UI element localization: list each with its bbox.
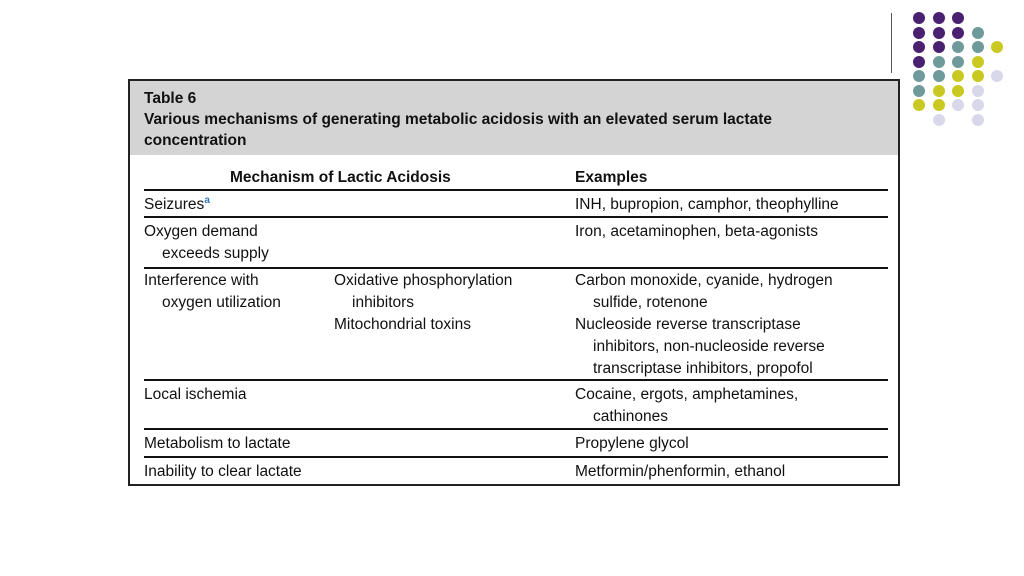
row-oxygen-demand-mechanism-line2: exceeds supply <box>162 245 269 262</box>
decorative-dot <box>972 41 984 53</box>
row-rule <box>144 267 888 269</box>
decorative-dot <box>972 27 984 39</box>
examples-mitochondrial-line3: transcriptase inhibitors, propofol <box>593 360 813 377</box>
table-number: Table 6 <box>144 90 197 107</box>
row-metabolism-examples: Propylene glycol <box>575 435 689 452</box>
decorative-dot <box>933 70 945 82</box>
decorative-dot <box>991 70 1003 82</box>
decorative-dot <box>933 27 945 39</box>
decorative-dot <box>913 12 925 24</box>
submechanism-oxidative-line2: inhibitors <box>352 294 415 311</box>
row-seizures-examples: INH, bupropion, camphor, theophylline <box>575 196 839 213</box>
decorative-dot <box>952 41 964 53</box>
footnote-marker[interactable]: a <box>204 195 210 206</box>
decorative-dot <box>952 85 964 97</box>
decorative-dot <box>952 70 964 82</box>
submechanism-mitochondrial: Mitochondrial toxins <box>334 316 471 333</box>
decorative-dot <box>972 70 984 82</box>
row-local-ischemia-examples-line2: cathinones <box>593 408 668 425</box>
decorative-dot <box>933 114 945 126</box>
decorative-dot <box>952 27 964 39</box>
table-title-line2: concentration <box>144 132 247 149</box>
decorative-dot <box>913 56 925 68</box>
column-header-mechanism: Mechanism of Lactic Acidosis <box>230 169 451 186</box>
row-rule <box>144 428 888 430</box>
row-local-ischemia-mechanism: Local ischemia <box>144 386 247 403</box>
decorative-dot <box>952 99 964 111</box>
examples-oxidative-line2: sulfide, rotenone <box>593 294 708 311</box>
examples-oxidative-line1: Carbon monoxide, cyanide, hydrogen <box>575 272 833 289</box>
decorative-dot <box>913 99 925 111</box>
row-oxygen-demand-examples: Iron, acetaminophen, beta-agonists <box>575 223 818 240</box>
decorative-dot <box>933 99 945 111</box>
decorative-dot <box>952 56 964 68</box>
examples-mitochondrial-line1: Nucleoside reverse transcriptase <box>575 316 801 333</box>
decorative-dot <box>913 27 925 39</box>
row-rule <box>144 456 888 458</box>
decorative-dot <box>913 85 925 97</box>
decorative-dot <box>952 12 964 24</box>
decorative-dot <box>913 70 925 82</box>
row-metabolism-mechanism: Metabolism to lactate <box>144 435 291 452</box>
row-inability-examples: Metformin/phenformin, ethanol <box>575 463 786 480</box>
divider-line <box>891 13 892 73</box>
table-caption <box>130 81 898 155</box>
decorative-dot <box>972 85 984 97</box>
submechanism-oxidative-line1: Oxidative phosphorylation <box>334 272 513 289</box>
decorative-dot <box>972 114 984 126</box>
decorative-dot <box>991 41 1003 53</box>
decorative-dot <box>972 99 984 111</box>
decorative-dot <box>913 41 925 53</box>
row-local-ischemia-examples-line1: Cocaine, ergots, amphetamines, <box>575 386 799 403</box>
decorative-dot <box>933 85 945 97</box>
row-seizures-mechanism <box>144 194 210 216</box>
examples-mitochondrial-line2: inhibitors, non-nucleoside reverse <box>593 338 825 355</box>
table-title-line1: Various mechanisms of generating metabolic acidosis with an elevated serum lactate <box>144 111 772 128</box>
row-interference-mechanism-line2: oxygen utilization <box>162 294 281 311</box>
row-inability-mechanism: Inability to clear lactate <box>144 463 302 480</box>
column-header-examples: Examples <box>575 169 648 186</box>
row-rule <box>144 216 888 218</box>
header-rule <box>144 189 888 191</box>
decorative-dot <box>933 56 945 68</box>
decorative-dot <box>933 41 945 53</box>
row-interference-mechanism-line1: Interference with <box>144 272 259 289</box>
table-6 <box>128 79 900 486</box>
row-rule <box>144 379 888 381</box>
row-oxygen-demand-mechanism-line1: Oxygen demand <box>144 223 258 240</box>
decorative-dot <box>972 56 984 68</box>
seizures-label: Seizures <box>144 196 205 213</box>
decorative-dot <box>933 12 945 24</box>
